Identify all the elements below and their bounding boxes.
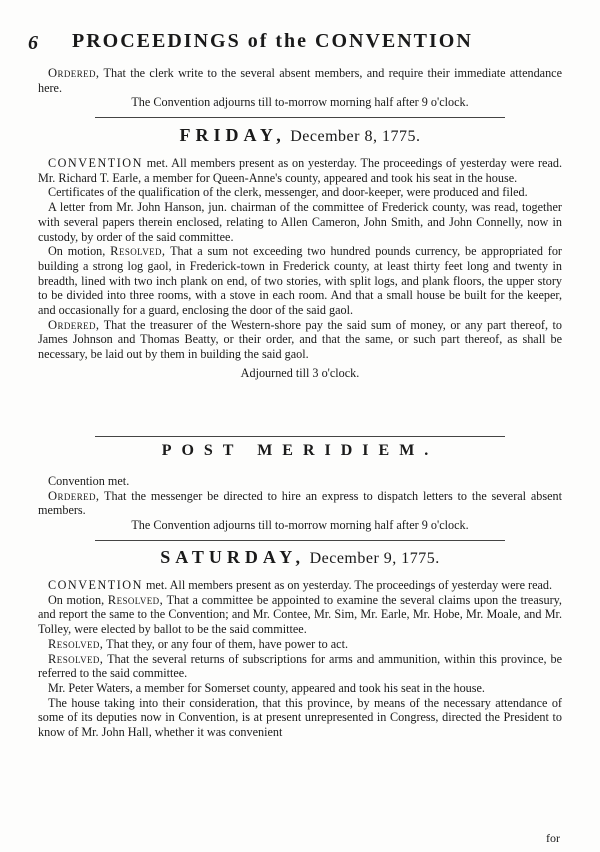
ordered-lead: Ordered, (48, 66, 100, 80)
section-rule (95, 540, 505, 541)
friday-heading-date: December 8, 1775. (285, 128, 421, 145)
saturday-paragraph-6: The house taking into their consideration, that this province, by means of the necessary attendance of some of its deputies now in Convention, is at present unrepresented in Congress, directed the President to know of Mr. John Hall, whether it was convenient (38, 695, 562, 740)
pm-paragraph-1: Convention met. (48, 474, 130, 488)
saturday-paragraph-4 (38, 652, 562, 681)
saturday-heading-date: December 9, 1775. (305, 550, 440, 567)
pm-p2-text: That the messenger be directed to hire an express to dispatch letters to the several absent members. (38, 488, 562, 518)
section-rule (95, 117, 505, 118)
saturday-proceedings (38, 578, 562, 740)
resolved-lead: Resolved, (48, 651, 104, 666)
post-meridiem-heading: POST MERIDIEM. (161, 442, 439, 459)
friday-p5-text: That the treasurer of the Western-shore pay the said sum of money, or any part thereof, to James Johnson and Thomas Beatty, or their order, and that the same, or such part thereof, as shall be necessary, be laid out by them in building the said gaol. (38, 317, 562, 362)
saturday-p4-text: That the several returns of subscriptions for arms and ammunition, within this province, be referred to the said committee. (38, 651, 562, 681)
saturday-p1-text: met. All members present as on yesterday. The proceedings of yesterday were read. (142, 578, 553, 592)
ordered-lead: Ordered, (48, 488, 100, 503)
section-rule (95, 436, 505, 437)
page-header (28, 30, 578, 60)
friday-adjourned: Adjourned till 3 o'clock. (240, 365, 360, 380)
running-title: PROCEEDINGS of the CONVENTION (72, 30, 473, 52)
saturday-heading-day: SATURDAY, (160, 547, 306, 567)
post-meridiem-proceedings (38, 474, 562, 533)
resolved-lead: Resolved, (48, 636, 104, 651)
friday-paragraph-3: A letter from Mr. John Hanson, jun. chairman of the committee of Frederick county, was read, together with several papers therein enclosed, relating to Allen Cameron, John Smith, and John Connelly, now in custody, by order of the said committee. (38, 200, 562, 244)
catchword: for (546, 831, 560, 845)
order-paragraph (38, 66, 562, 95)
motion-prefix: On motion, (48, 244, 111, 259)
convention-lead: CONVENTION (48, 156, 143, 170)
friday-paragraph-5 (38, 318, 562, 362)
friday-paragraph-2: Certificates of the qualification of the clerk, messenger, and door-keeper, were produced and filed. (48, 185, 528, 200)
friday-p4-text: That a sum not exceeding two hundred pounds currency, be appropriated for building a strong log gaol, in Frederick-town in Frederick county, at least thirty feet long and twenty in breadth, lined with two inch plank on end, of two stories, with split logs, and plank floors, the upper story to be divided into three rooms, with a stove in each room. And that a small house be built for the keeper, and occasionally for a guard, enclosing the door of the said gaol. (38, 244, 562, 318)
friday-p1-text: met. All members present as on yesterday. The proceedings of yesterday were read. Mr. Richard T. Earle, a member for Queen-Anne's county, appeared and took his seat in the house. (38, 156, 562, 185)
adjournment-line: The Convention adjourns till to-morrow morning half after 9 o'clock. (131, 95, 469, 110)
saturday-paragraph-3 (38, 637, 562, 652)
saturday-p2-text: That a committee be appointed to examine the several claims upon the treasury, and report the same to the Convention; and Mr. Contee, Mr. Sim, Mr. Earle, Mr. Hobe, Mr. Moale, and Mr. Tolley, were elected by ballot to be the said committee. (38, 592, 562, 637)
pm-adjournment: The Convention adjourns till to-morrow morning half after 9 o'clock. (131, 518, 469, 533)
opening-orders (38, 66, 562, 110)
pm-paragraph-2 (38, 489, 562, 518)
saturday-p3-text: That they, or any four of them, have power to act. (103, 636, 349, 651)
resolved-lead: Resolved, (110, 244, 166, 259)
friday-proceedings (38, 156, 562, 381)
motion-prefix: On motion, (48, 592, 108, 607)
order-text: That the clerk write to the several absent members, and require their immediate attendance here. (38, 66, 562, 95)
friday-paragraph-4 (38, 244, 562, 318)
ordered-lead: Ordered, (48, 317, 100, 332)
friday-heading-day: FRIDAY, (179, 125, 286, 145)
saturday-heading (38, 547, 562, 568)
friday-heading (38, 125, 562, 146)
friday-paragraph-1 (38, 156, 562, 185)
page-number: 6 (28, 32, 38, 54)
convention-lead: CONVENTION (48, 578, 143, 592)
saturday-paragraph-1 (38, 578, 562, 593)
saturday-paragraph-2 (38, 593, 562, 637)
resolved-lead: Resolved, (107, 592, 164, 607)
saturday-paragraph-5: Mr. Peter Waters, a member for Somerset county, appeared and took his seat in the house. (48, 680, 485, 695)
